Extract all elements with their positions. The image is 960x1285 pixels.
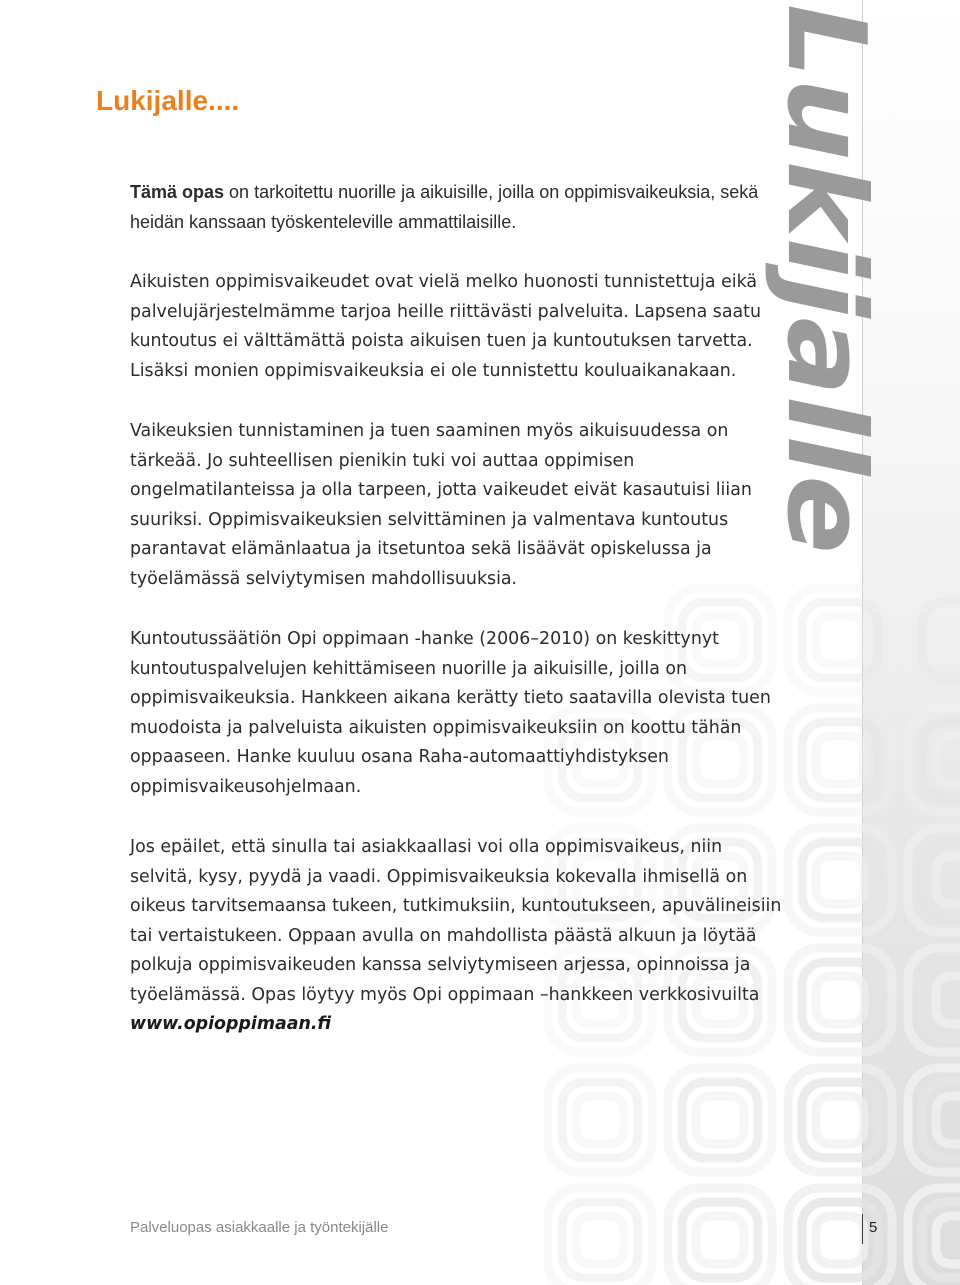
footer-publication-title: Palveluopas asiakkaalle ja työntekijälle [130, 1219, 389, 1236]
body-paragraph-2: Vaikeuksien tunnistaminen ja tuen saaminen myös aikuisuudessa on tärkeää. Jo suhteellisen pienikin tuki voi auttaa oppimisen ongelmatilanteissa ja olla tarpeen, jotta vaikeudet eivät kasautuisi liian suuriksi. Oppimisvaikeuksien selvittäminen ja valmentava kuntoutus parantavat elämänlaatua ja itsetuntoa sekä lisäävät opiskelussa ja työelämässä selviytymisen mahdollisuuksia. [130, 421, 752, 589]
body-paragraph-4-text: Jos epäilet, että sinulla tai asiakkaallasi voi olla oppimisvaikeus, niin selvitä, kysy, pyydä ja vaadi. Oppimisvaikeuksia kokevalla ihmisellä on oikeus tarvitsemaansa tukeen, tutkimuksiin, kuntoutukseen, apuvälineisiin tai vertaistukeen. Oppaan avulla on mahdollista päästä alkuun ja löytää polkuja oppimisvaikeuden kanssa selviytymiseen arjessa, opinnoissa ja työelämässä. Opas löytyy myös Opi oppimaan –hankkeen verkkosivuilta [130, 837, 782, 1005]
website-link[interactable]: www.opioppimaan.fi [130, 1014, 332, 1034]
intro-rest: on tarkoitettu nuorille ja aikuisille, joilla on oppimisvaikeuksia, sekä heidän kanssaan työskenteleville ammattilaisille. [130, 182, 759, 232]
body-paragraph-1: Aikuisten oppimisvaikeudet ovat vielä melko huonosti tunnistettuja eikä palvelujärjestelmämme tarjoa heille riittävästi palveluita. Lapsena saatu kuntoutus ei välttämättä poista aikuisen tuen ja kuntoutuksen tarvetta. Lisäksi monien oppimisvaikeuksia ei ole tunnistettu kouluaikanakaan. [130, 272, 761, 381]
footer-divider [862, 1214, 863, 1244]
body-paragraph-4 [130, 833, 790, 1040]
main-content [130, 178, 790, 1040]
intro-lead: Tämä opas [130, 182, 225, 202]
vertical-title-text: Lukijalle [762, 4, 888, 516]
intro-paragraph [130, 178, 790, 237]
body-paragraph-3: Kuntoutussäätiön Opi oppimaan -hanke (2006–2010) on keskittynyt kuntoutuspalvelujen kehittämiseen nuorille ja aikuisille, joilla on oppimisvaikeuksia. Hankkeen aikana kerätty tieto saatavilla olevista tuen muodoista ja palveluista aikuisten oppimisvaikeuksiin on koottu tähän oppaaseen. Hanke kuuluu osana Raha-automaattiyhdistyksen oppimisvaikeusohjelmaan. [130, 629, 771, 797]
page-number: 5 [869, 1219, 878, 1236]
page-title: Lukijalle.... [96, 85, 240, 116]
